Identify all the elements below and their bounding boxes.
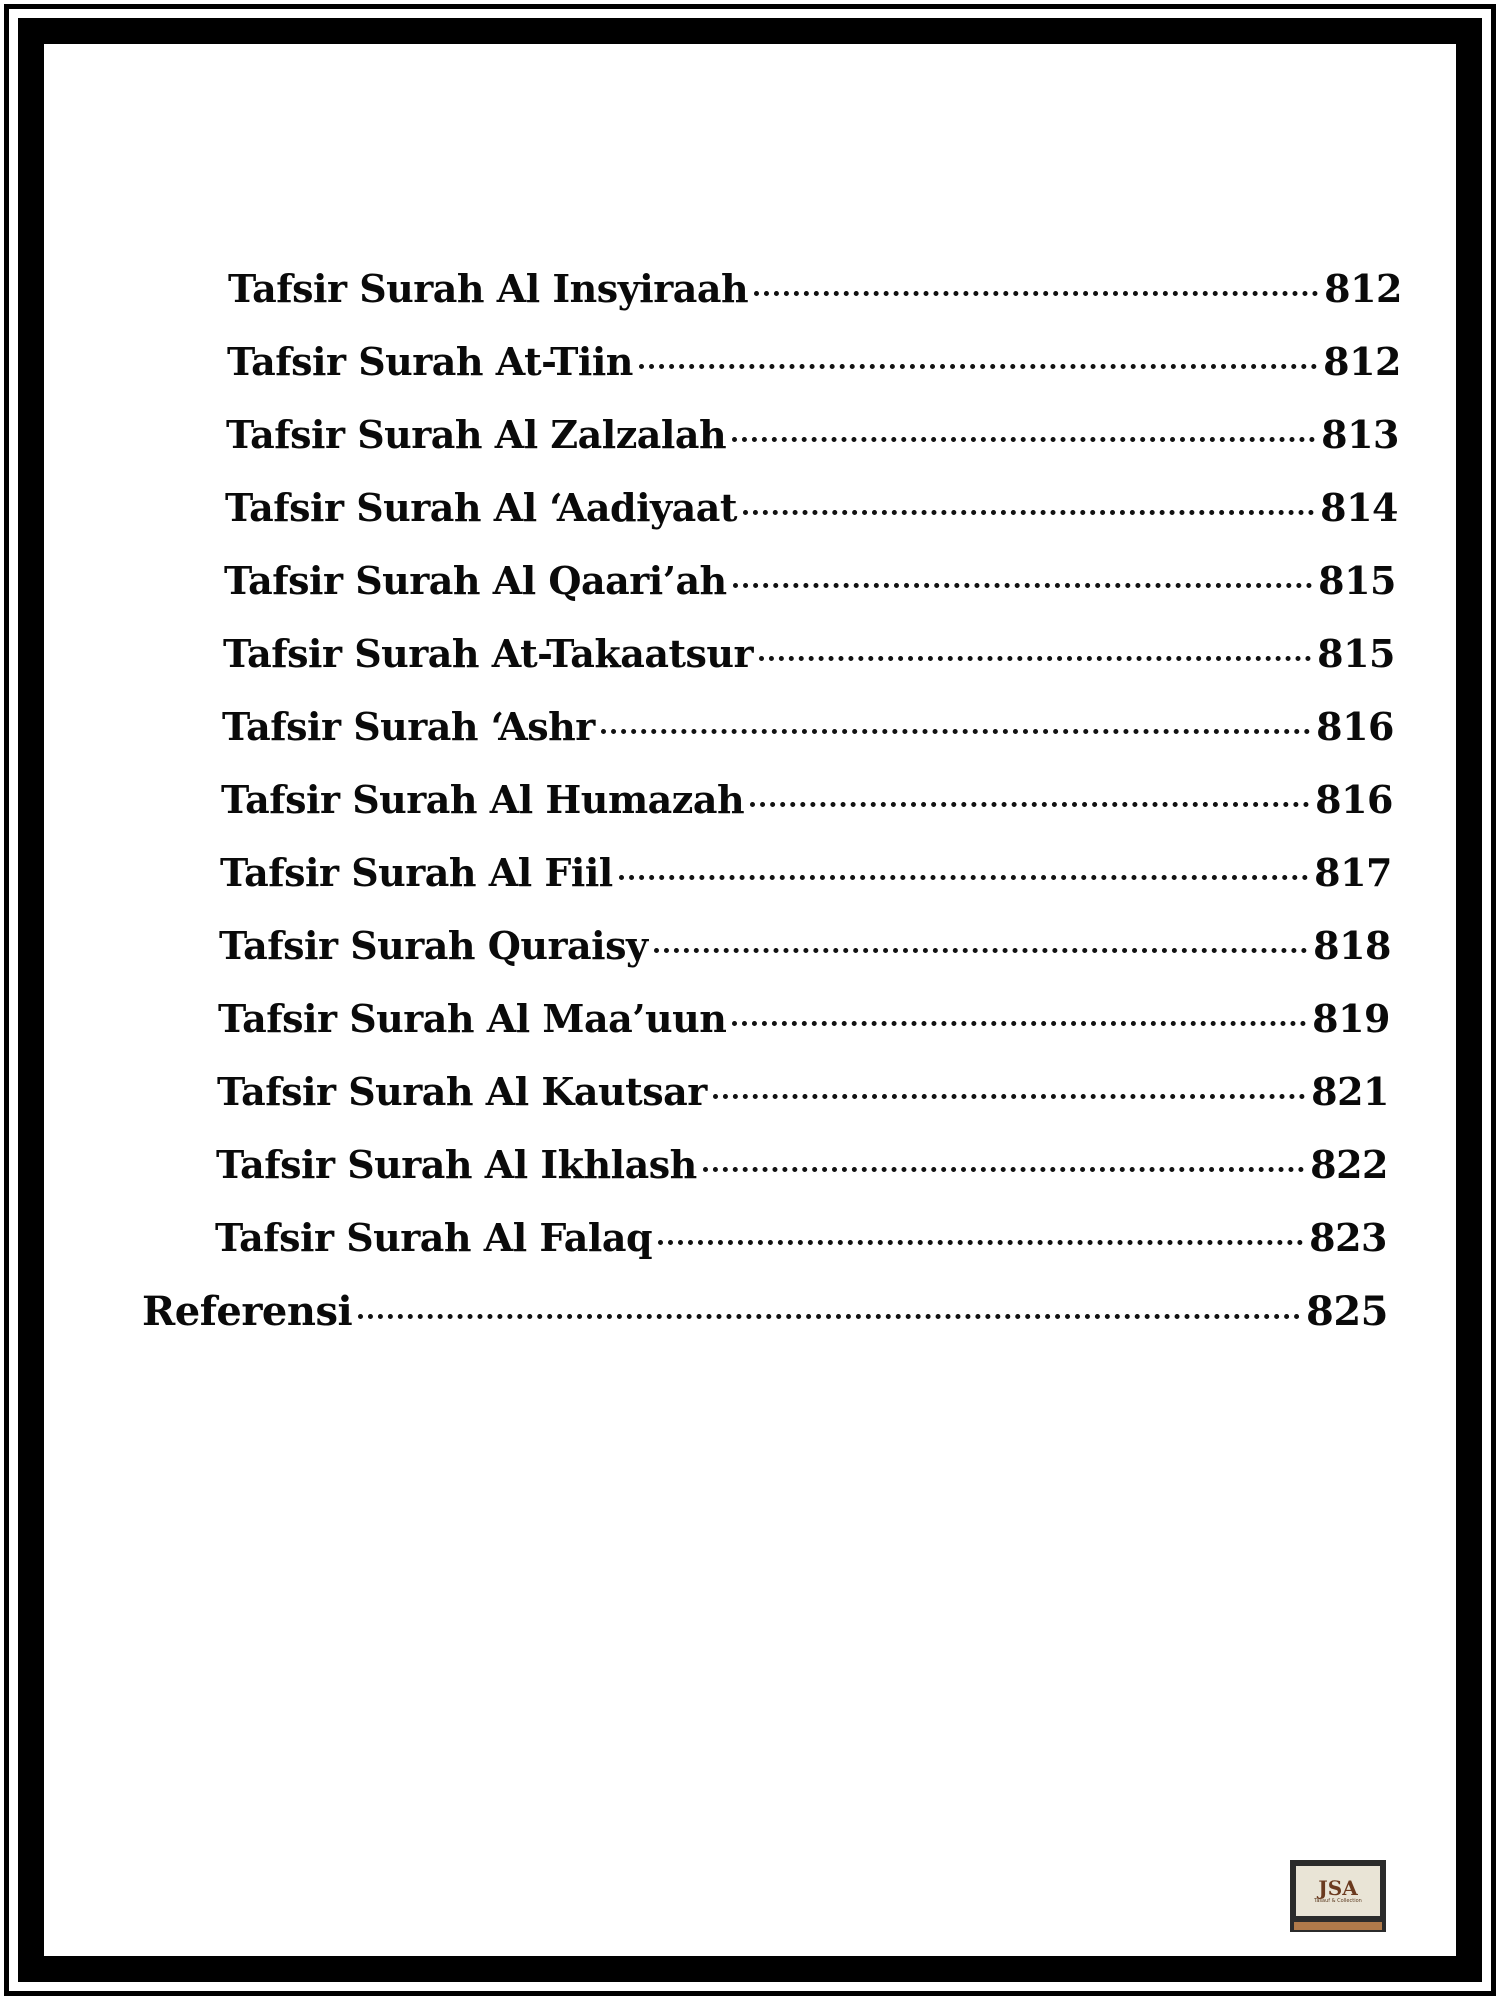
toc-entry: [217, 1067, 1389, 1114]
toc-entry: [226, 410, 1399, 457]
toc-entry-page: 814: [1320, 485, 1398, 530]
toc-entry-page: 813: [1321, 412, 1399, 457]
toc-entry-page: 815: [1318, 558, 1396, 603]
toc-entry: [222, 702, 1394, 749]
toc-entry-page: 816: [1315, 777, 1393, 822]
toc-entry-title: Tafsir Surah Al Qaari’ah: [224, 558, 727, 603]
toc-entry-title: Tafsir Surah ‘Ashr: [222, 704, 595, 749]
toc-entry-title: Tafsir Surah Al Ikhlash: [216, 1142, 697, 1187]
logo-title: JSA: [1318, 1875, 1358, 1900]
toc-entry-title: Tafsir Surah At-Takaatsur: [223, 631, 754, 676]
toc-entry: [220, 848, 1392, 895]
dot-leader: [619, 848, 1308, 886]
toc-main-entry: [142, 1287, 1388, 1335]
toc-entry-page: 812: [1324, 266, 1402, 311]
toc-entry-title: Tafsir Surah Al Maa’uun: [218, 996, 727, 1041]
toc-entry-page: 815: [1317, 631, 1395, 676]
dot-leader: [754, 264, 1318, 302]
toc-entry: [228, 264, 1402, 311]
toc-entry-title: Tafsir Surah Al Zalzalah: [226, 412, 727, 457]
toc-entry: [215, 1213, 1387, 1260]
toc-entry-page: 821: [1311, 1069, 1389, 1114]
dot-leader: [732, 410, 1315, 448]
toc-entry-page: 822: [1310, 1142, 1388, 1187]
logo-subtitle: Tasauf & Collection: [1314, 1897, 1362, 1904]
dot-leader: [654, 921, 1308, 959]
toc-entry: [221, 775, 1393, 822]
toc-entry-title: Tafsir Surah Al Falaq: [215, 1215, 653, 1260]
dot-leader: [759, 629, 1311, 667]
toc-entry-title: Tafsir Surah Al Humazah: [221, 777, 745, 822]
toc-entry-title: Tafsir Surah At-Tiin: [227, 339, 633, 384]
toc-entry-page: 819: [1312, 996, 1390, 1041]
toc-entry-page: 816: [1316, 704, 1394, 749]
dot-leader: [750, 775, 1309, 813]
table-of-contents: [44, 44, 1456, 1956]
logo-screen: [1296, 1866, 1380, 1916]
toc-entry-title: Tafsir Surah Al Fiil: [220, 850, 613, 895]
publisher-logo: [1290, 1860, 1386, 1932]
logo-base: [1294, 1922, 1382, 1930]
toc-entry-title: Tafsir Surah Al Kautsar: [217, 1069, 707, 1114]
toc-entry: [216, 1140, 1388, 1187]
toc-entry: [223, 629, 1395, 676]
toc-entry-page: 825: [1306, 1288, 1388, 1335]
toc-entry: [218, 994, 1390, 1041]
toc-entry: [224, 556, 1396, 603]
toc-entry-title: Tafsir Surah Al Insyiraah: [228, 266, 749, 311]
dot-leader: [732, 994, 1306, 1032]
dot-leader: [639, 337, 1317, 375]
toc-entry-title: Tafsir Surah Al ‘Aadiyaat: [225, 485, 737, 530]
dot-leader: [733, 556, 1312, 594]
dot-leader: [743, 483, 1314, 521]
toc-entry-title: Tafsir Surah Quraisy: [219, 923, 648, 968]
toc-entry-title: Referensi: [142, 1288, 353, 1335]
toc-entry: [225, 483, 1398, 530]
dot-leader: [713, 1067, 1305, 1105]
document-page: [44, 44, 1456, 1956]
toc-entry-page: 818: [1313, 923, 1391, 968]
dot-leader: [358, 1287, 1300, 1325]
toc-entry-page: 817: [1314, 850, 1392, 895]
toc-entry-page: 823: [1309, 1215, 1387, 1260]
dot-leader: [658, 1213, 1303, 1251]
dot-leader: [601, 702, 1310, 740]
toc-entry: [219, 921, 1391, 968]
toc-entry-page: 812: [1323, 339, 1401, 384]
dot-leader: [703, 1140, 1304, 1178]
toc-entry: [227, 337, 1401, 384]
